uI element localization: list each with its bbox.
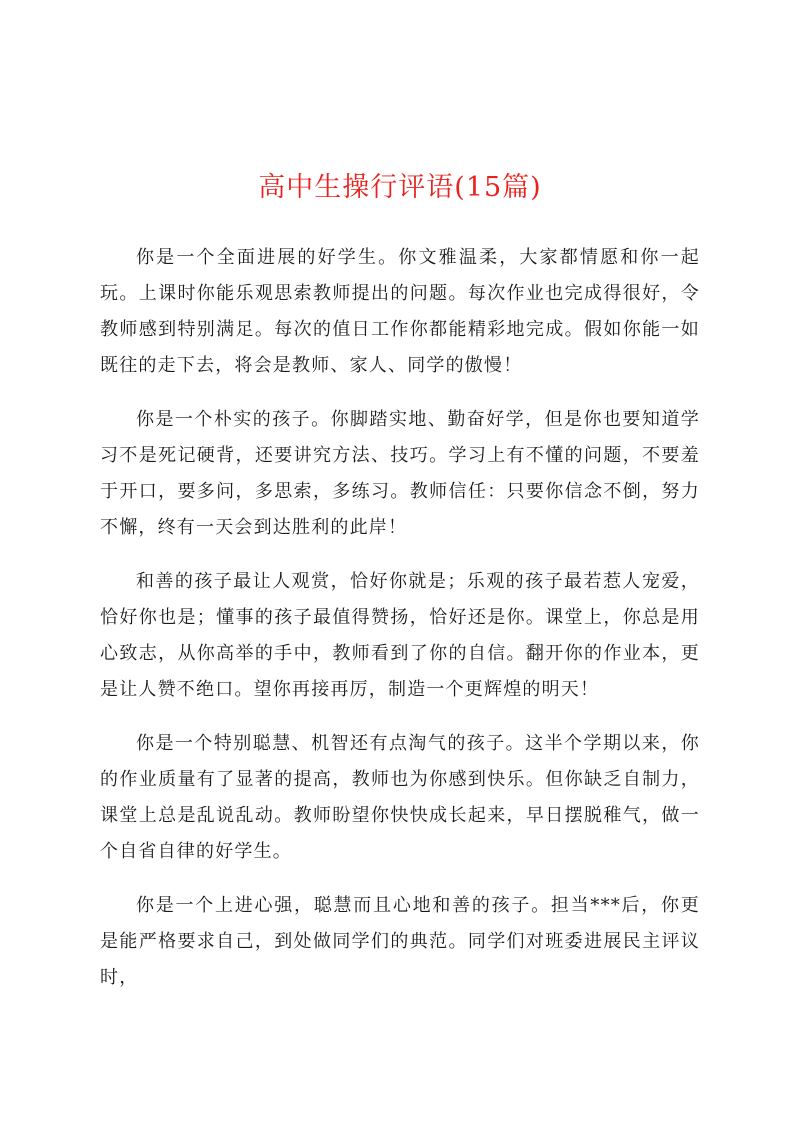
paragraph-2: 你是一个朴实的孩子。你脚踏实地、勤奋好学，但是你也要知道学习不是死记硬背，还要讲究方法、技巧。学习上有不懂的问题，不要羞于开口，要多问，多思索，多练习。教师信任：只要你信念不倒，努力不懈，终有一天会到达胜利的此岸！ bbox=[100, 409, 700, 538]
paragraph-1: 你是一个全面进展的好学生。你文雅温柔，大家都情愿和你一起玩。上课时你能乐观思索教师提出的问题。每次作业也完成得很好，令教师感到特别满足。每次的值日工作你都能精彩地完成。假如你能一如既往的走下去，将会是教师、家人、同学的傲慢！ bbox=[100, 247, 700, 376]
document-title: 高中生操行评语(15篇) bbox=[258, 172, 542, 203]
paragraph-5: 你是一个上进心强，聪慧而且心地和善的孩子。担当***后，你更是能严格要求自己，到处做同学们的典范。同学们对班委进展民主评议时， bbox=[100, 895, 700, 988]
document-body bbox=[100, 240, 700, 996]
paragraph-4: 你是一个特别聪慧、机智还有点淘气的孩子。这半个学期以来，你的作业质量有了显著的提高，教师也为你感到快乐。但你缺乏自制力，课堂上总是乱说乱动。教师盼望你快快成长起来，早日摆脱稚气，做一个自省自律的好学生。 bbox=[100, 733, 700, 862]
paragraph-3: 和善的孩子最让人观赏，恰好你就是；乐观的孩子最若惹人宠爱，恰好你也是；懂事的孩子最值得赞扬，恰好还是你。课堂上，你总是用心致志，从你高举的手中，教师看到了你的自信。翻开你的作业本，更是让人赞不绝口。望你再接再厉，制造一个更辉煌的明天！ bbox=[100, 571, 700, 700]
